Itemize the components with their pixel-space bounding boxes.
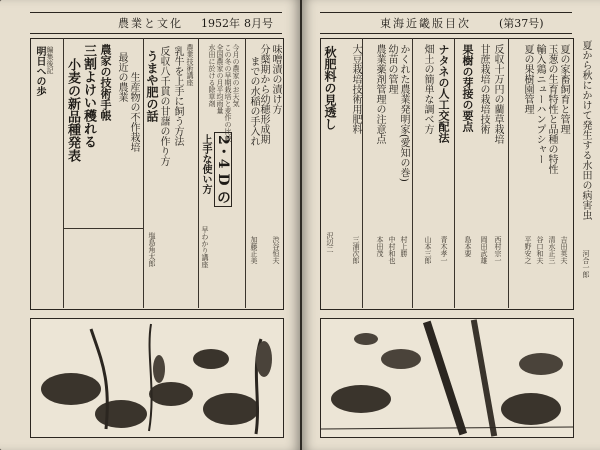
bamboo-leaf-illustration (321, 319, 573, 437)
main-feature-line1: 三割よけい穫れる (81, 44, 96, 148)
left-rule-3 (198, 38, 199, 308)
right-rule-1 (362, 38, 363, 308)
left-col-sep (64, 228, 143, 229)
left-header (30, 12, 282, 34)
autumn-fertilizer-author: 沢辺二 (326, 232, 334, 253)
sidebar-title: 明日への歩 (34, 46, 45, 96)
right-rule-4 (508, 38, 509, 308)
farm-tech-heading: 農家の技術手帳 (99, 44, 112, 121)
right-rule-3 (454, 38, 455, 308)
right-page (302, 0, 600, 450)
rice-care-author: 加藤正美 (250, 236, 258, 264)
left-rule-2 (143, 38, 144, 308)
fertilizer-author: 塩島角太郎 (148, 232, 156, 267)
col3-item-1: 反収十万円の藺草栽培 (492, 44, 503, 144)
col4-item-3: 農業薬剤管理の注意点 (374, 44, 385, 144)
col2-author-3: 谷口和夫 (536, 236, 544, 264)
col3-author-1: 西村宗一 (494, 236, 502, 264)
center-box-label: 早わかり講座 (201, 226, 209, 268)
col4-author-4: 三浦次郎 (352, 236, 360, 264)
weather-note-2: この冬の早期栽培と麦作の比較 (224, 44, 232, 142)
mushroom-leaf-illustration (31, 319, 283, 437)
rice-section-title: 夏から秋にかけて発生する水田の病害虫 (580, 40, 591, 220)
right-illustration (320, 318, 574, 438)
main-feature-line2: 小麦の新品種発表 (65, 58, 80, 162)
fruit-tree-title: 果樹の芽接の要点 (461, 44, 474, 132)
left-illustration (30, 318, 284, 438)
col2-item-3: 輸入鶏ニューハンプシャー (534, 44, 545, 164)
col4-item-1: かくれた農業発明家(愛知の巻) (398, 44, 409, 182)
col2-author-2: 清水正三 (548, 236, 556, 264)
weather-note-1: 今月の農家のお天気 (232, 44, 240, 107)
left-rule-1 (63, 38, 64, 308)
miso-author: 渋谷恒夫 (272, 236, 280, 264)
col3-author-2: 岡田武雄 (480, 236, 488, 264)
autumn-fertilizer-title: 秋肥料の見透し (323, 46, 337, 130)
paddy-note: 水田に於ける除草剤 (208, 44, 216, 107)
course-label: 農業技術講座 (186, 44, 194, 86)
weather-note-3: 全国農家の月平均雨量 (216, 44, 224, 114)
fruit-tree-author: 島本要 (464, 236, 472, 257)
col4-author-3: 本田茂 (376, 236, 384, 257)
left-rule-4 (245, 38, 246, 308)
col4-author-2: 中村和也 (388, 236, 396, 264)
miso-title: 味噌漬の漬け方 (270, 44, 281, 114)
farm-tech-item-1: 最近の農業 (116, 52, 127, 102)
toc-title: 東海近畿版目次 (380, 17, 471, 30)
center-box-line1: 2・4 D の (214, 132, 232, 207)
col2-author-1: 吉田英夫 (560, 236, 568, 264)
issue-month: 8月号 (244, 17, 273, 30)
right-rule-2 (412, 38, 413, 308)
col2-item-1: 夏の家畜飼育と管理 (558, 44, 569, 134)
farm-tech-item-2: 生産物の不作栽培 (128, 72, 139, 152)
col3-item-2: 甘蔗栽培の栽培技術 (478, 44, 489, 134)
course-item-1: 乳牛を上手に飼う方法 (172, 46, 183, 146)
col2-item-2: 玉葱の生育特性と品種の特性 (546, 44, 557, 174)
sidebar-label: 編集後記 (46, 46, 54, 74)
magazine-title: 農業と文化 (118, 17, 183, 30)
fertilizer-title: うまや肥の話 (145, 50, 159, 122)
col2-item-4: 夏の果樹園管理 (522, 44, 533, 114)
col4-item-4: 大豆栽培技術用肥料 (350, 44, 361, 134)
right-header (320, 12, 572, 34)
col3-item-3: 畑土の簡単な調べ方 (422, 44, 433, 134)
issue-number: (第37号) (499, 17, 544, 30)
grass-author: 青木孝一 (440, 236, 448, 264)
col3-author-3: 山本三郎 (424, 236, 432, 264)
col4-author-1: 村上勝 (400, 236, 408, 257)
rice-care-title: 分蘖期から幼穂形成期 (258, 44, 269, 144)
center-box-line2: 上手な使い方 (200, 134, 211, 194)
rice-care-subtitle: までの水稲の手入れ (248, 56, 259, 146)
col2-author-4: 平野安之 (524, 236, 532, 264)
grass-title: ナタネの人工交配法 (437, 44, 450, 143)
issue-year: 1952年 (201, 17, 240, 30)
col4-item-2: 幼苗の管理 (386, 44, 397, 94)
rice-section-author: 河合一郎 (582, 250, 590, 278)
course-item-2: 反収八千貫の甘藷の作り方 (158, 46, 169, 166)
